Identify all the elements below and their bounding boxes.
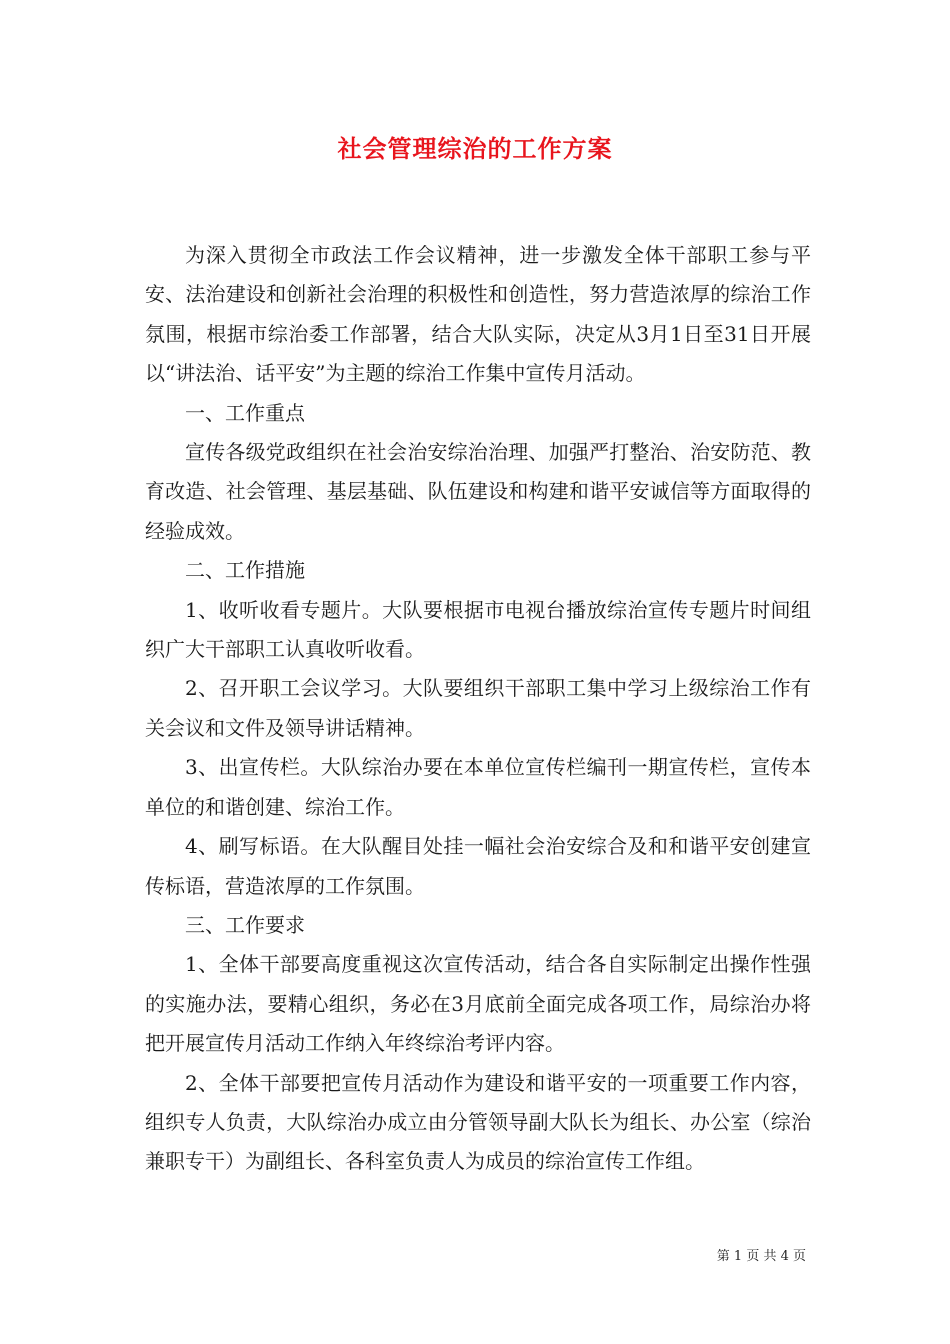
work-focus-paragraph: 宣传各级党政组织在社会治安综治治理、加强严打整治、治安防范、教育改造、社会管理、基层基础、队伍建设和构建和谐平安诚信等方面取得的经验成效。 [145,440,811,543]
section-heading-work-measures: 二、工作措施 [185,558,305,583]
document-title: 社会管理综治的工作方案 [337,134,613,163]
page-number: 第 1 页 共 4 页 [716,1249,806,1264]
section-heading-work-requirements: 三、工作要求 [185,912,305,937]
measure-item-3: 3、出宣传栏。大队综治办要在本单位宣传栏编刊一期宣传栏，宣传本单位的和谐创建、综治工作。 [145,755,811,819]
requirement-item-2: 2、全体干部要把宣传月活动作为建设和谐平安的一项重要工作内容，组织专人负责，大队综治办成立由分管领导副大队长为组长、办公室（综治兼职专干）为副组长、各科室负责人为成员的综治宣传工作组。 [145,1070,811,1174]
intro-paragraph: 为深入贯彻全市政法工作会议精神，进一步激发全体干部职工参与平安、法治建设和创新社会治理的积极性和创造性，努力营造浓厚的综治工作氛围，根据市综治委工作部署，结合大队实际，决定从3月1日至31日开展以“讲法治、话平安”为主题的综治工作集中宣传月活动。 [145,243,811,386]
document-body [145,236,811,1182]
measure-item-1: 1、收听收看专题片。大队要根据市电视台播放综治宣传专题片时间组织广大干部职工认真收听收看。 [145,597,811,662]
measure-item-2: 2、召开职工会议学习。大队要组织干部职工集中学习上级综治工作有关会议和文件及领导讲话精神。 [145,676,811,740]
requirement-item-1: 1、全体干部要高度重视这次宣传活动，结合各自实际制定出操作性强的实施办法，要精心组织，务必在3月底前全面完成各项工作，局综治办将把开展宣传月活动工作纳入年终综治考评内容。 [145,952,811,1056]
section-heading-work-focus: 一、工作重点 [185,400,305,425]
measure-item-4: 4、刷写标语。在大队醒目处挂一幅社会治安综合及和和谐平安创建宣传标语，营造浓厚的工作氛围。 [145,834,811,898]
